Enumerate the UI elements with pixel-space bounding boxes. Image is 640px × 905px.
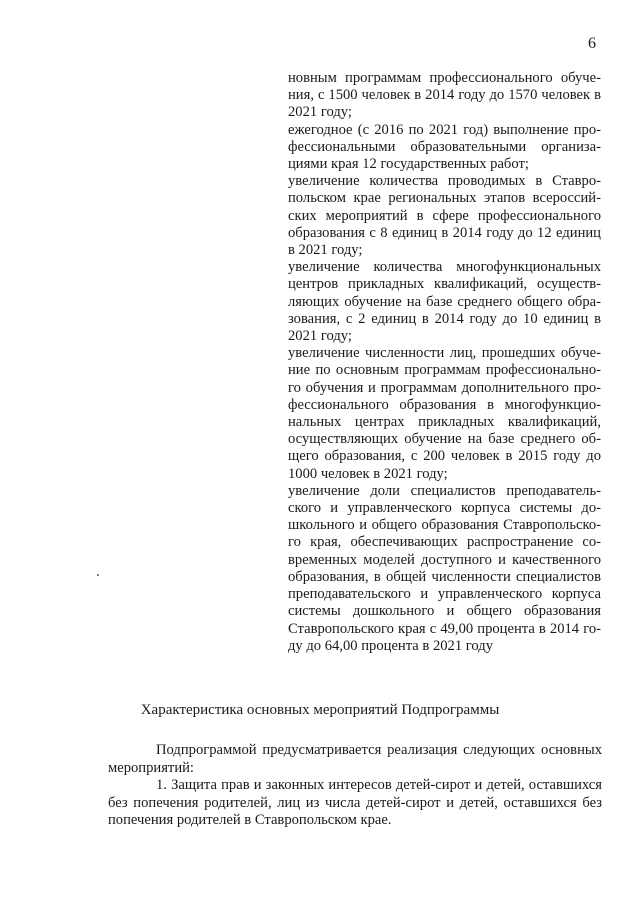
indicator-item: увеличение количества проводимых в Ставропольском крае региональных этапов всероссийских мероприятий в сфере профессионального образования с 8 единиц в 2014 году до 12 единиц в 2021 году; — [288, 173, 601, 259]
indicator-item: ежегодное (с 2016 по 2021 год) выполнение профессиональными образовательными организациями края 12 государственных работ; — [288, 121, 601, 173]
indicator-item: новным программам профессионального обучения, с 1500 человек в 2014 году до 1570 человек в 2021 году; — [288, 70, 601, 121]
body-paragraph: 1. Защита прав и законных интересов детей-сирот и детей, оставшихся без попечения родителей, лиц из числа детей-сирот и детей, оставшихся без попечения родителей в Ставропольском крае. — [108, 777, 602, 828]
page-number: 6 — [588, 35, 596, 52]
indicator-list — [288, 70, 601, 655]
body-paragraph: Подпрограммой предусматривается реализация следующих основных мероприятий: — [108, 742, 602, 776]
indicator-item: увеличение количества многофункциональных центров прикладных квалификаций, осуществляющих обучение на базе среднего общего образования, с 2 единиц в 2014 году до 10 единиц в 2021 году; — [288, 259, 601, 345]
indicator-item: увеличение численности лиц, прошедших обучение по основным программам профессионального обучения и программам дополнительного профессионального образования в многофункциональных центрах прикладных квалификаций, осуществляющих обучение на базе среднего общего образования, с 200 человек в 2015 году до 1000 человек в 2021 году; — [288, 345, 601, 482]
indicator-item: увеличение доли специалистов преподавательского и управленческого корпуса системы дошкольного и общего образования Ставропольского края, обеспечивающих распространение современных моделей доступного и качественного образования, в общей численности специалистов преподавательского и управленческого корпуса системы дошкольного и общего образования Ставропольского края с 49,00 процента в 2014 году до 64,00 процента в 2021 году — [288, 482, 601, 654]
scan-speck — [97, 574, 99, 576]
section-body — [108, 742, 602, 830]
section-heading: Характеристика основных мероприятий Подпрограммы — [140, 702, 500, 718]
